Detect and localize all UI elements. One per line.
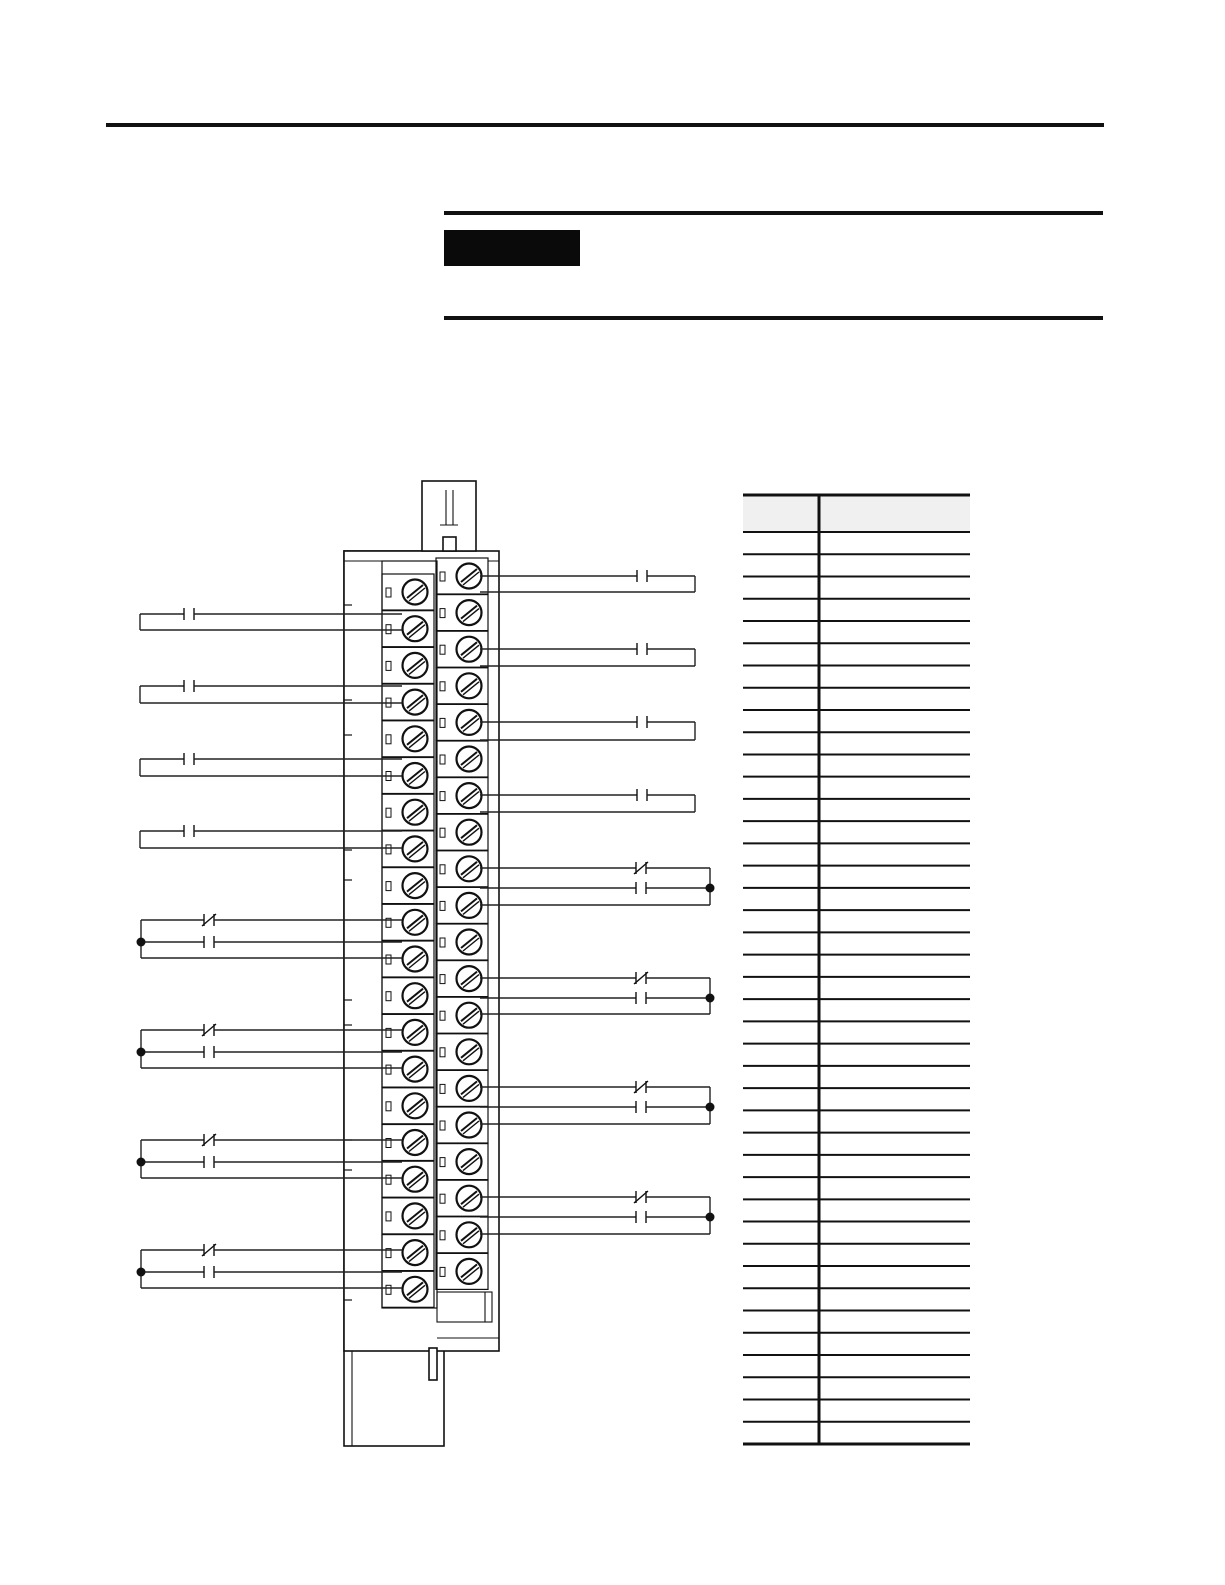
terminal-left-2	[382, 647, 434, 683]
terminal-left-11	[382, 978, 434, 1014]
terminal-left-12	[382, 1014, 434, 1050]
terminal-right-14	[436, 1070, 488, 1106]
right-contact-group-1	[480, 972, 715, 1014]
terminal-right-3	[436, 668, 488, 704]
terminal-right-16	[436, 1144, 488, 1180]
terminal-left-9	[382, 904, 434, 940]
terminal-right-10	[436, 924, 488, 960]
right-contact-group-0	[480, 862, 715, 905]
terminal-left-16	[382, 1161, 434, 1197]
terminal-right-7	[436, 814, 488, 850]
terminal-right-17	[436, 1180, 488, 1216]
terminal-left-18	[382, 1235, 434, 1271]
terminal-right-12	[436, 997, 488, 1033]
terminal-left-10	[382, 941, 434, 977]
terminal-right-13	[436, 1034, 488, 1070]
terminal-table	[743, 495, 970, 1444]
right-input-loop-3	[480, 789, 695, 812]
terminal-right-8	[436, 851, 488, 887]
terminal-right-18	[436, 1217, 488, 1253]
terminal-right-19	[436, 1253, 488, 1289]
terminal-left-7	[382, 831, 434, 867]
terminal-left-17	[382, 1198, 434, 1234]
right-input-loop-0	[480, 570, 695, 592]
terminal-left-19	[382, 1271, 434, 1307]
table-header-cell	[743, 496, 970, 532]
terminal-left-4	[382, 721, 434, 757]
terminal-left-1	[382, 611, 434, 647]
terminal-left-0	[382, 574, 434, 610]
terminal-left-3	[382, 684, 434, 720]
right-contact-group-3	[480, 1191, 715, 1234]
right-input-loop-2	[480, 716, 695, 740]
terminal-left-15	[382, 1125, 434, 1161]
terminal-right-5	[436, 741, 488, 777]
terminal-right-15	[436, 1107, 488, 1143]
terminal-left-8	[382, 868, 434, 904]
terminal-left-6	[382, 794, 434, 830]
terminal-right-1	[436, 595, 488, 631]
terminal-left-13	[382, 1051, 434, 1087]
terminal-left-14	[382, 1088, 434, 1124]
right-input-loop-1	[480, 643, 695, 666]
right-contact-group-2	[480, 1081, 715, 1124]
